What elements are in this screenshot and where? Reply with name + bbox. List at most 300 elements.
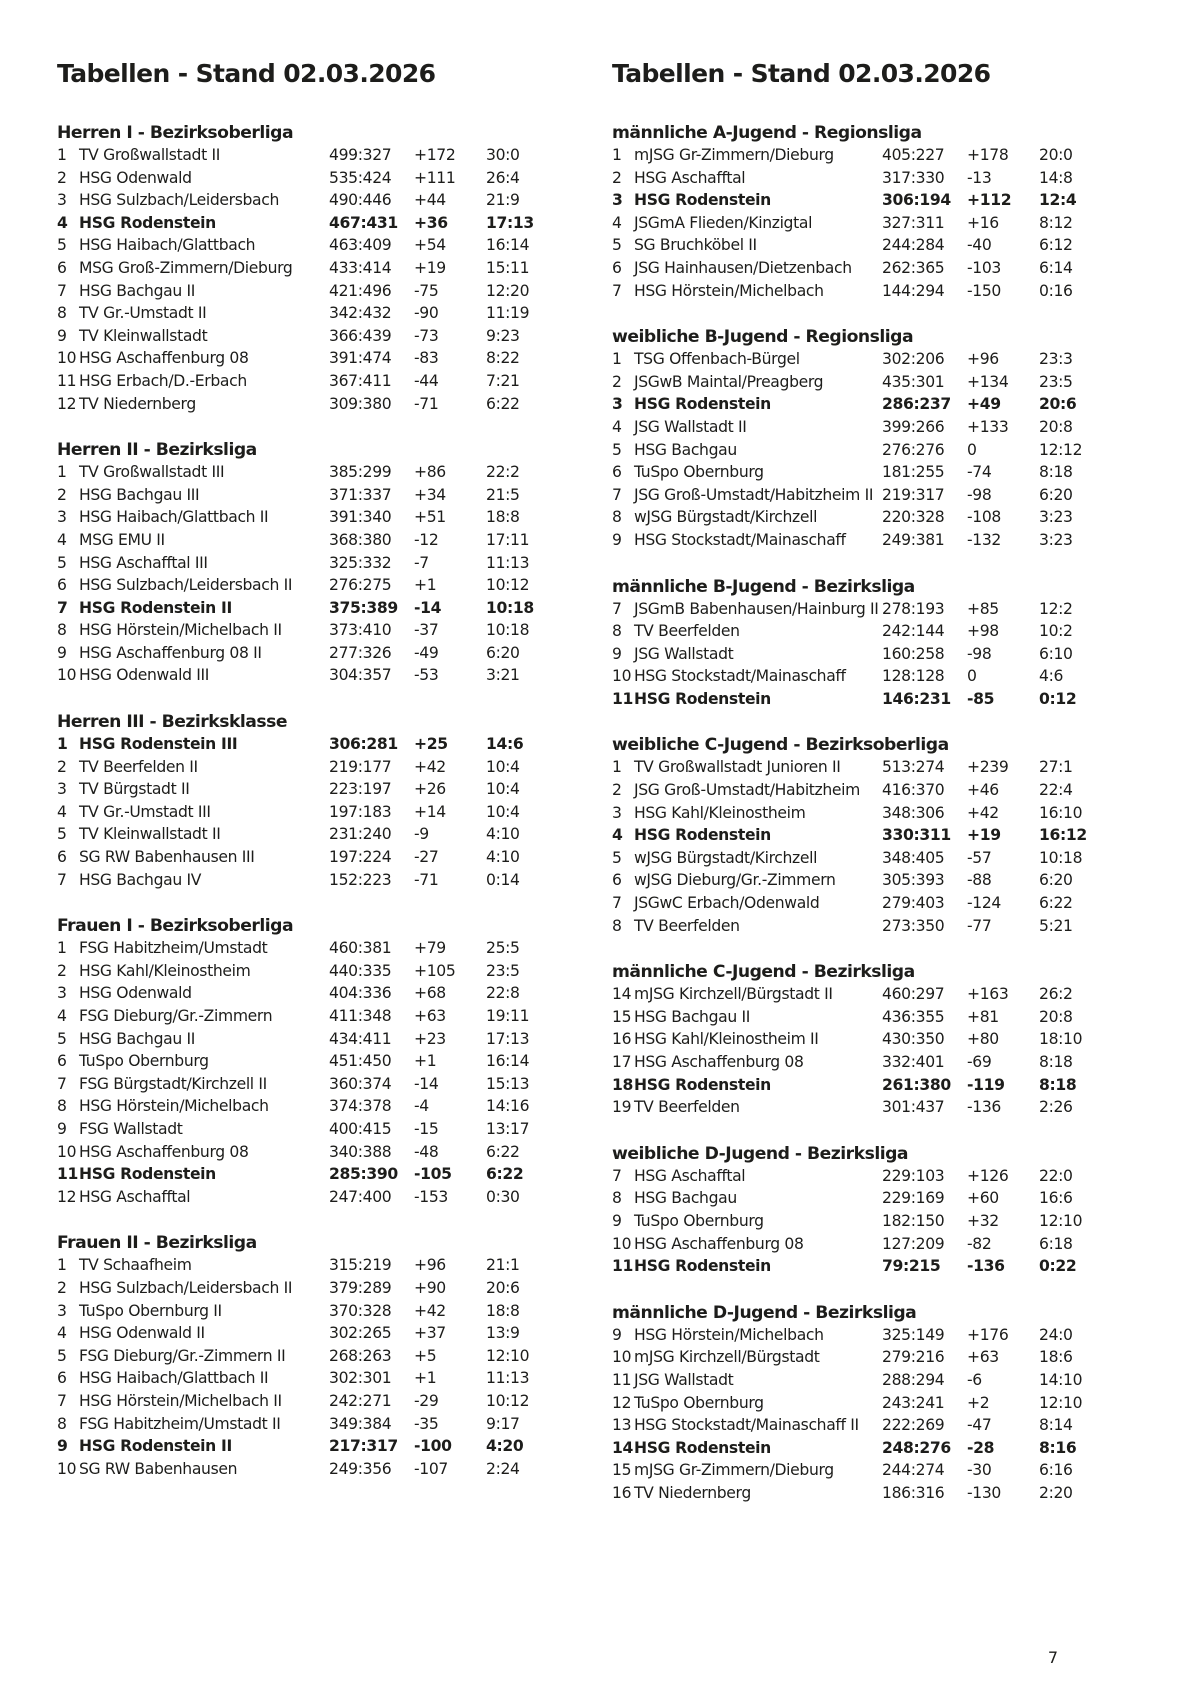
team-name: wJSG Dieburg/Gr.-Zimmern (634, 871, 836, 890)
goal-difference: -40 (967, 236, 992, 255)
team-name: HSG Bachgau III (79, 485, 200, 504)
goals: 379:289 (329, 1278, 392, 1297)
goals: 160:258 (882, 644, 945, 663)
points: 8:18 (1039, 463, 1073, 482)
team-name: mJSG Kirchzell/Bürgstadt II (634, 985, 833, 1004)
points: 8:14 (1039, 1416, 1073, 1435)
points: 4:20 (486, 1437, 524, 1456)
standings-row (57, 801, 547, 824)
team-name: HSG Aschaffenburg 08 (634, 1053, 804, 1071)
team-name: TV Niedernberg (79, 394, 196, 413)
rank: 7 (57, 870, 67, 889)
goal-difference: -49 (414, 643, 439, 662)
points: 11:13 (486, 1369, 530, 1388)
points: 16:12 (1039, 826, 1087, 845)
points: 3:23 (1039, 508, 1073, 527)
team-name: HSG Stockstadt/Mainaschaff II (634, 1416, 859, 1435)
rank: 3 (57, 191, 67, 210)
standings-row (612, 983, 1102, 1006)
goals: 288:294 (882, 1370, 945, 1389)
points: 0:12 (1039, 689, 1077, 708)
team-name: FSG Wallstadt (79, 1119, 183, 1138)
goal-difference: +25 (414, 735, 448, 754)
goal-difference: -48 (414, 1142, 439, 1161)
rank: 4 (57, 213, 68, 232)
team-name: FSG Habitzheim/Umstadt II (79, 1414, 281, 1433)
points: 30:0 (486, 146, 520, 164)
points: 6:12 (1039, 236, 1073, 255)
rank: 10 (57, 666, 77, 685)
team-name: TV Bürgstadt II (79, 780, 190, 799)
goal-difference: -98 (967, 485, 992, 504)
goals: 305:393 (882, 871, 945, 890)
standings-row (612, 1006, 1102, 1029)
rank: 7 (57, 598, 68, 617)
team-name: TV Großwallstadt II (79, 146, 220, 164)
standings-row (612, 1051, 1102, 1074)
goal-difference: 0 (967, 667, 977, 686)
goals: 325:332 (329, 553, 392, 572)
league-title: Frauen I - Bezirksoberliga (57, 916, 294, 937)
standings-row (612, 189, 1102, 212)
goal-difference: -37 (414, 621, 439, 640)
goals: 433:414 (329, 258, 392, 277)
standings-row (612, 371, 1102, 394)
rank: 1 (57, 463, 67, 482)
points: 18:8 (486, 1301, 520, 1320)
goal-difference: +126 (967, 1166, 1009, 1185)
rank: 2 (612, 372, 622, 391)
team-name: FSG Bürgstadt/Kirchzell II (79, 1074, 267, 1093)
team-name: JSGwB Maintal/Preagberg (634, 372, 824, 391)
goals: 220:328 (882, 508, 945, 527)
goals: 405:227 (882, 146, 945, 164)
rank: 6 (57, 1369, 67, 1388)
team-name: TV Beerfelden II (79, 757, 198, 776)
goal-difference: -124 (967, 894, 1001, 913)
team-name: TV Kleinwallstadt II (79, 825, 221, 844)
points: 15:13 (486, 1074, 530, 1093)
points: 0:30 (486, 1187, 520, 1206)
goals: 306:194 (882, 191, 951, 210)
team-name: mJSG Kirchzell/Bürgstadt (634, 1348, 820, 1367)
standings-row (57, 1390, 547, 1413)
rank: 3 (612, 395, 623, 414)
goals: 219:177 (329, 757, 392, 776)
goal-difference: -73 (414, 326, 439, 345)
standings-row (612, 234, 1102, 257)
rank: 10 (57, 1142, 77, 1161)
rank: 12 (57, 394, 77, 413)
team-name: HSG Haibach/Glattbach II (79, 1369, 269, 1388)
standings-rows (57, 1254, 547, 1480)
goal-difference: -74 (967, 463, 992, 482)
rank: 4 (57, 530, 67, 549)
standings-row (57, 1367, 547, 1390)
team-name: TuSpo Obernburg II (79, 1301, 222, 1320)
rank: 10 (57, 1459, 77, 1478)
points: 19:11 (486, 1007, 530, 1025)
rank: 19 (612, 1098, 632, 1117)
goals: 276:276 (882, 440, 945, 459)
standings-row (57, 506, 547, 529)
team-name: TuSpo Obernburg (634, 463, 764, 482)
rank: 9 (612, 530, 622, 549)
goals: 249:381 (882, 530, 945, 549)
team-name: JSG Wallstadt (634, 1370, 734, 1389)
team-name: HSG Stockstadt/Mainaschaff (634, 667, 846, 686)
rank: 7 (612, 1166, 622, 1185)
standings-row (57, 461, 547, 484)
standings-row (57, 1050, 547, 1073)
goals: 436:355 (882, 1007, 945, 1026)
goals: 400:415 (329, 1119, 392, 1138)
points: 6:22 (486, 1142, 520, 1161)
goals: 304:357 (329, 666, 392, 685)
points: 14:10 (1039, 1370, 1083, 1389)
rank: 15 (612, 1461, 632, 1480)
standings-row (57, 846, 547, 869)
goal-difference: +42 (414, 1301, 446, 1320)
goals: 421:496 (329, 281, 392, 300)
points: 23:5 (486, 961, 520, 980)
team-name: HSG Bachgau II (79, 281, 195, 300)
points: 22:0 (1039, 1166, 1073, 1185)
goal-difference: +98 (967, 622, 999, 641)
goals: 325:149 (882, 1325, 945, 1344)
points: 8:18 (1039, 1053, 1073, 1071)
team-name: HSG Aschafftal (79, 1187, 191, 1206)
goal-difference: -57 (967, 848, 992, 867)
goal-difference: +26 (414, 780, 446, 799)
standings-row (612, 506, 1102, 529)
goals: 261:380 (882, 1075, 951, 1094)
rank: 1 (612, 350, 622, 369)
goals: 262:365 (882, 258, 945, 277)
goals: 268:263 (329, 1346, 392, 1365)
goal-difference: +36 (414, 213, 448, 232)
goals: 248:276 (882, 1438, 951, 1457)
goal-difference: +163 (967, 985, 1009, 1004)
rank: 7 (612, 281, 622, 300)
standings-row (57, 302, 547, 325)
goals: 370:328 (329, 1301, 392, 1320)
standings-row (57, 484, 547, 507)
standings-row (612, 1233, 1102, 1256)
goal-difference: -150 (967, 281, 1001, 300)
points: 11:13 (486, 553, 530, 572)
goals: 229:169 (882, 1189, 945, 1208)
points: 0:22 (1039, 1257, 1077, 1276)
team-name: mJSG Gr-Zimmern/Dieburg (634, 146, 834, 164)
standings-row (612, 892, 1102, 915)
goals: 286:237 (882, 395, 951, 414)
standings-row (612, 1346, 1102, 1369)
goals: 367:411 (329, 371, 392, 390)
standings-rows (612, 983, 1102, 1119)
rank: 7 (57, 1391, 67, 1410)
standings-rows (57, 144, 547, 415)
goals: 490:446 (329, 191, 392, 210)
rank: 7 (612, 599, 622, 618)
points: 18:8 (486, 508, 520, 527)
team-name: SG Bruchköbel II (634, 236, 757, 255)
standings-row (57, 597, 547, 620)
standings-row (57, 1095, 547, 1118)
points: 12:10 (1039, 1393, 1083, 1412)
goal-difference: +51 (414, 508, 446, 527)
team-name: mJSG Gr-Zimmern/Dieburg (634, 1461, 834, 1480)
rank: 1 (57, 939, 67, 958)
points: 9:17 (486, 1414, 520, 1433)
goal-difference: -88 (967, 871, 992, 890)
points: 16:14 (486, 236, 530, 255)
rank: 7 (57, 1074, 67, 1093)
rank: 14 (612, 985, 632, 1004)
goal-difference: +14 (414, 802, 446, 821)
rank: 16 (612, 1030, 632, 1049)
rank: 12 (612, 1393, 632, 1412)
rank: 9 (57, 1119, 67, 1138)
standings-row (612, 847, 1102, 870)
points: 3:23 (1039, 530, 1073, 549)
standings-row (57, 1118, 547, 1141)
goals: 360:374 (329, 1074, 392, 1093)
team-name: HSG Sulzbach/Leidersbach (79, 191, 280, 210)
standings-row (612, 1096, 1102, 1119)
league-table (612, 1143, 1102, 1278)
goal-difference: -71 (414, 394, 439, 413)
rank: 8 (612, 1189, 622, 1208)
goals: 301:437 (882, 1098, 945, 1117)
goal-difference: +42 (967, 803, 999, 822)
points: 10:18 (486, 598, 534, 617)
team-name: HSG Aschaffenburg 08 (79, 1142, 249, 1161)
points: 8:12 (1039, 213, 1073, 232)
goals: 330:311 (882, 826, 951, 845)
goals: 244:284 (882, 236, 945, 255)
goals: 285:390 (329, 1165, 398, 1184)
standings-row (57, 619, 547, 642)
goals: 128:128 (882, 667, 945, 686)
goal-difference: -44 (414, 371, 439, 390)
standings-row (57, 756, 547, 779)
league-table (57, 915, 547, 1208)
team-name: HSG Bachgau IV (79, 870, 202, 889)
team-name: HSG Aschaffenburg 08 II (79, 643, 262, 662)
league-title: männliche A-Jugend - Regionsliga (612, 123, 922, 143)
rank: 2 (57, 485, 67, 504)
points: 10:4 (486, 780, 520, 799)
standings-row (612, 802, 1102, 825)
standings-row (57, 1458, 547, 1481)
rank: 3 (57, 1301, 67, 1320)
league-title: Herren I - Bezirksoberliga (57, 123, 294, 143)
team-name: HSG Bachgau II (79, 1029, 195, 1048)
goal-difference: -103 (967, 258, 1001, 277)
points: 10:4 (486, 757, 520, 776)
rank: 5 (612, 440, 622, 459)
standings-rows (612, 348, 1102, 551)
goals: 242:144 (882, 622, 945, 641)
standings-row (57, 1435, 547, 1458)
rank: 6 (612, 463, 622, 482)
points: 23:5 (1039, 372, 1073, 391)
league-title: männliche B-Jugend - Bezirksliga (612, 576, 915, 597)
goal-difference: -83 (414, 349, 439, 368)
goal-difference: +1 (414, 1369, 437, 1388)
standings-rows (612, 1165, 1102, 1278)
standings-row (57, 552, 547, 575)
standings-row (612, 1165, 1102, 1188)
standings-row (612, 484, 1102, 507)
goals: 302:206 (882, 350, 945, 369)
goals: 430:350 (882, 1030, 945, 1049)
points: 13:9 (486, 1324, 520, 1343)
team-name: HSG Rodenstein (79, 213, 216, 232)
team-name: TuSpo Obernburg (79, 1052, 209, 1071)
rank: 15 (612, 1007, 632, 1026)
goal-difference: +134 (967, 372, 1009, 391)
rank: 2 (57, 961, 67, 980)
points: 16:14 (486, 1052, 530, 1071)
points: 10:12 (486, 576, 530, 595)
points: 6:22 (486, 394, 520, 413)
goals: 186:316 (882, 1483, 945, 1502)
points: 21:9 (486, 191, 520, 210)
points: 23:3 (1039, 350, 1073, 369)
team-name: HSG Kahl/Kleinostheim (79, 961, 251, 980)
goal-difference: +178 (967, 146, 1009, 164)
points: 6:18 (1039, 1234, 1073, 1253)
points: 18:10 (1039, 1030, 1083, 1049)
goal-difference: -69 (967, 1053, 992, 1071)
team-name: HSG Odenwald (79, 984, 192, 1003)
rank: 3 (612, 191, 623, 210)
goal-difference: -108 (967, 508, 1001, 527)
team-name: TV Niedernberg (634, 1483, 751, 1502)
points: 10:12 (486, 1391, 530, 1410)
standings-row (57, 212, 547, 235)
league-title: weibliche C-Jugend - Bezirksoberliga (612, 735, 949, 756)
standings-row (612, 280, 1102, 303)
league-table (57, 1232, 547, 1480)
goals: 182:150 (882, 1211, 945, 1230)
rank: 8 (57, 1414, 67, 1433)
points: 6:20 (1039, 871, 1073, 890)
goal-difference: -28 (967, 1438, 995, 1457)
team-name: HSG Odenwald (79, 168, 192, 187)
standings-row (612, 1437, 1102, 1460)
goals: 332:401 (882, 1053, 945, 1071)
goal-difference: +63 (414, 1007, 446, 1025)
goal-difference: -132 (967, 530, 1001, 549)
points: 25:5 (486, 939, 520, 958)
rank: 11 (612, 1257, 634, 1276)
rank: 9 (57, 1437, 68, 1456)
standings-row (612, 688, 1102, 711)
points: 10:18 (1039, 848, 1083, 867)
team-name: HSG Rodenstein (634, 191, 771, 210)
goal-difference: +172 (414, 146, 456, 164)
goal-difference: +44 (414, 191, 446, 210)
points: 6:20 (1039, 485, 1073, 504)
team-name: FSG Dieburg/Gr.-Zimmern (79, 1007, 273, 1025)
rank: 6 (57, 848, 67, 867)
team-name: MSG Groß-Zimmern/Dieburg (79, 258, 293, 277)
team-name: HSG Rodenstein II (79, 1437, 232, 1456)
goal-difference: +79 (414, 939, 446, 958)
goal-difference: -130 (967, 1483, 1001, 1502)
rank: 2 (57, 168, 67, 187)
points: 22:4 (1039, 781, 1073, 800)
league-table (57, 439, 547, 687)
goal-difference: +19 (967, 826, 1001, 845)
rank: 5 (57, 825, 67, 844)
points: 8:16 (1039, 1438, 1077, 1457)
standings-rows (612, 1324, 1102, 1505)
goals: 348:405 (882, 848, 945, 867)
standings-rows (57, 733, 547, 891)
goal-difference: -47 (967, 1416, 992, 1435)
goal-difference: -85 (967, 689, 995, 708)
rank: 1 (612, 758, 622, 777)
goal-difference: -107 (414, 1459, 448, 1478)
standings-row (57, 257, 547, 280)
goal-difference: +60 (967, 1189, 999, 1208)
points: 12:2 (1039, 599, 1073, 618)
goals: 373:410 (329, 621, 392, 640)
standings-row (612, 643, 1102, 666)
standings-row (57, 664, 547, 687)
rank: 8 (57, 304, 67, 323)
points: 21:5 (486, 485, 520, 504)
right-column (612, 58, 1102, 1529)
points: 3:21 (486, 666, 520, 685)
standings-row (612, 1028, 1102, 1051)
team-name: HSG Sulzbach/Leidersbach II (79, 576, 293, 595)
points: 18:6 (1039, 1348, 1073, 1367)
goal-difference: -29 (414, 1391, 439, 1410)
goals: 277:326 (329, 643, 392, 662)
standings-row (57, 574, 547, 597)
team-name: HSG Hörstein/Michelbach (79, 1097, 269, 1116)
standings-row (57, 1300, 547, 1323)
goals: 416:370 (882, 781, 945, 800)
standings-row (612, 1459, 1102, 1482)
standings-row (612, 620, 1102, 643)
rank: 11 (612, 1370, 632, 1389)
goals: 375:389 (329, 598, 398, 617)
standings-row (57, 234, 547, 257)
rank: 8 (612, 916, 622, 935)
rank: 7 (57, 281, 67, 300)
goals: 279:403 (882, 894, 945, 913)
points: 6:16 (1039, 1461, 1073, 1480)
team-name: HSG Rodenstein II (79, 598, 232, 617)
points: 17:13 (486, 213, 534, 232)
league-title: Frauen II - Bezirksliga (57, 1233, 257, 1254)
goals: 217:317 (329, 1437, 398, 1456)
goals: 181:255 (882, 463, 945, 482)
goals: 385:299 (329, 463, 392, 482)
rank: 11 (57, 371, 77, 390)
points: 8:18 (1039, 1075, 1077, 1094)
goals: 279:216 (882, 1348, 945, 1367)
points: 20:6 (486, 1278, 520, 1297)
goals: 244:274 (882, 1461, 945, 1480)
team-name: HSG Erbach/D.-Erbach (79, 371, 247, 390)
